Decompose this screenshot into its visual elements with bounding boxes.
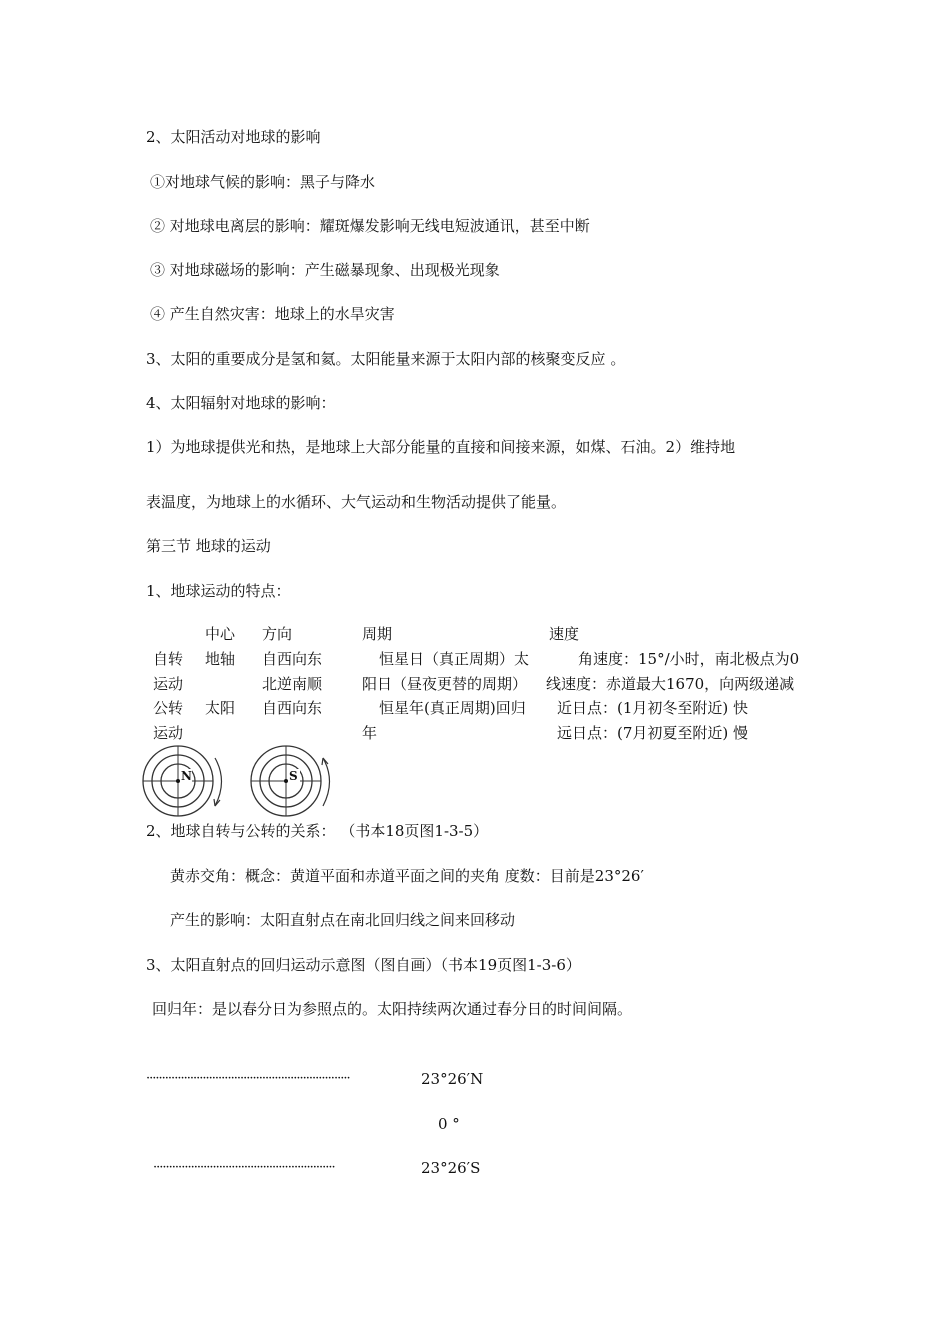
motion-heading: 1、地球运动的特点： — [146, 582, 291, 600]
section-4-line-2: 表温度，为地球上的水循环、大气运动和生物活动提供了能量。 — [146, 493, 567, 511]
rotation-period-2: 阳日（昼夜更替的周期） — [362, 675, 528, 693]
tropic-of-capricorn-label: 23°26′S — [421, 1159, 481, 1177]
north-label: N — [181, 769, 192, 783]
impact-item-magnetic-field: ③ 对地球磁场的影响：产生磁暴现象、出现极光现象 — [150, 261, 500, 279]
impact-item-climate: ①对地球气候的影响：黑子与降水 — [150, 173, 376, 191]
revolution-period-2: 年 — [362, 724, 378, 742]
chapter-title: 第三节 地球的运动 — [146, 537, 271, 555]
revolution-period-1: 恒星年(真正周期)回归 — [379, 699, 526, 717]
rotation-label-1: 自转 — [153, 650, 184, 668]
revolution-speed-2: 远日点：(7月初夏至附近) 慢 — [557, 724, 749, 742]
section-2-heading: 2、太阳活动对地球的影响 — [146, 128, 321, 146]
subsolar-heading: 3、太阳直射点的回归运动示意图（图自画）（书本19页图1-3-6） — [146, 956, 581, 974]
rotation-speed-1: 角速度：15°/小时，南北极点为0 — [578, 650, 800, 668]
revolution-label-2: 运动 — [153, 724, 184, 742]
relation-heading: 2、地球自转与公转的关系： （书本18页图1-3-5） — [146, 822, 489, 840]
section-4-heading: 4、太阳辐射对地球的影响： — [146, 394, 336, 412]
header-center: 中心 — [205, 625, 236, 643]
revolution-speed-1: 近日点：(1月初冬至附近) 快 — [557, 699, 749, 717]
rotation-center: 地轴 — [205, 650, 236, 668]
rotation-speed-2: 线速度：赤道最大1670，向两级递减 — [546, 675, 795, 693]
header-direction: 方向 — [262, 625, 293, 643]
equator-label: 0 ° — [438, 1115, 460, 1133]
rotation-direction-1: 自西向东 — [262, 650, 323, 668]
north-pole-rotation-diagram — [140, 744, 230, 818]
section-4-line-1: 1）为地球提供光和热，是地球上大部分能量的直接和间接来源，如煤、石油。2）维持地 — [146, 438, 736, 456]
tropical-year-text: 回归年：是以春分日为参照点的。太阳持续两次通过春分日的时间间隔。 — [152, 1000, 633, 1018]
revolution-direction-1: 自西向东 — [262, 699, 323, 717]
south-pole-rotation-diagram — [248, 744, 338, 818]
rotation-direction-2: 北逆南顺 — [262, 675, 323, 693]
tropic-of-cancer-label: 23°26′N — [421, 1070, 484, 1088]
obliquity-text: 黄赤交角：概念：黄道平面和赤道平面之间的夹角 度数：目前是23°26′ — [170, 867, 644, 885]
tropic-of-cancer-dotted-line: ································································· — [146, 1071, 350, 1086]
impact-item-ionosphere: ② 对地球电离层的影响：耀斑爆发影响无线电短波通讯，甚至中断 — [150, 217, 590, 235]
header-period: 周期 — [362, 625, 393, 643]
section-3-text: 3、太阳的重要成分是氢和氦。太阳能量来源于太阳内部的核聚变反应 。 — [146, 350, 626, 368]
rotation-period-1: 恒星日（真正周期）太 — [379, 650, 530, 668]
revolution-center: 太阳 — [205, 699, 236, 717]
tropic-of-capricorn-dotted-line: ·························································· — [153, 1160, 335, 1175]
obliquity-effect-text: 产生的影响：太阳直射点在南北回归线之间来回移动 — [170, 911, 516, 929]
impact-item-disasters: ④ 产生自然灾害：地球上的水旱灾害 — [150, 305, 395, 323]
rotation-label-2: 运动 — [153, 675, 184, 693]
header-speed: 速度 — [549, 625, 580, 643]
south-label: S — [289, 769, 298, 783]
revolution-label-1: 公转 — [153, 699, 184, 717]
